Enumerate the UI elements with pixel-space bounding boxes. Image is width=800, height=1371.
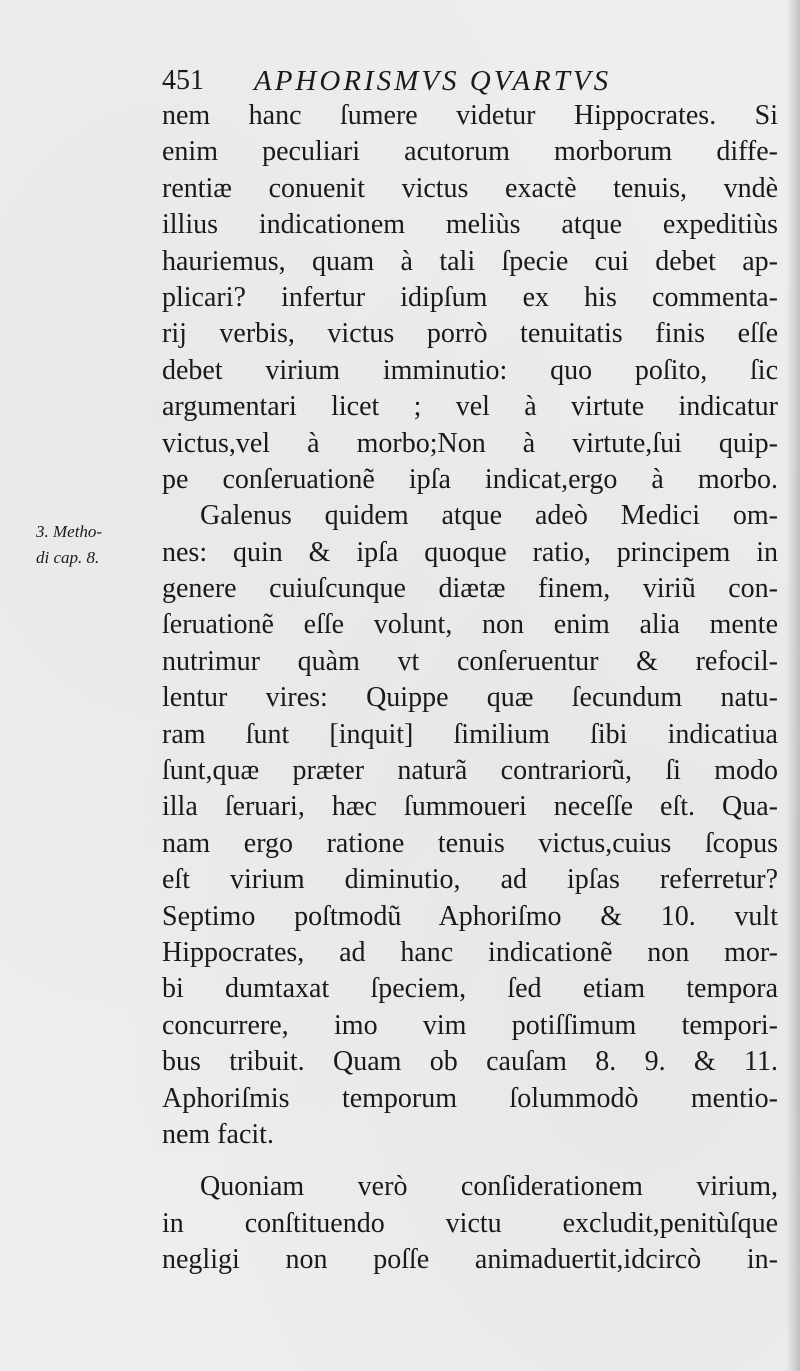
text-line: nutrimur quàm vt conſeruentur & refocil-: [162, 645, 778, 677]
margin-note-line: 3. Metho-: [36, 522, 103, 541]
page-edge-shadow: [786, 0, 800, 1371]
text-line: Quoniam verò conſiderationem virium,: [200, 1171, 778, 1203]
text-line: concurrere, imo vim potiſſimum tempori-: [162, 1009, 778, 1041]
text-line: argumentari licet ; vel à virtute indicatur: [162, 391, 778, 423]
running-title: APHORISMVS QVARTVS: [254, 65, 612, 97]
margin-note: [36, 519, 156, 571]
text-line: enim peculiari acutorum morborum diffe-: [162, 136, 778, 168]
text-line: rij verbis, victus porrò tenuitatis finis eſſe: [162, 318, 778, 350]
text-line: ſunt,quæ præter naturã contrariorũ, ſi modo: [162, 755, 778, 787]
text-line: bus tribuit. Quam ob cauſam 8. 9. & 11.: [162, 1046, 778, 1078]
text-line: Septimo poſtmodũ Aphoriſmo & 10. vult: [162, 900, 778, 932]
text-line: Aphoriſmis temporum ſolummodò mentio-: [162, 1082, 778, 1114]
text-line: ram ſunt [inquit] ſimilium ſibi indicatiua: [162, 718, 778, 750]
text-line: rentiæ conuenit victus exactè tenuis, vndè: [162, 172, 778, 204]
text-line: bi dumtaxat ſpeciem, ſed etiam tempora: [162, 973, 778, 1005]
margin-note-line: di cap. 8.: [36, 548, 100, 567]
text-line: genere cuiuſcunque diætæ finem, viriũ con-: [162, 573, 778, 605]
text-line: Galenus quidem atque adeò Medici om-: [200, 500, 778, 532]
text-line: ſeruationẽ eſſe volunt, non enim alia mente: [162, 609, 778, 641]
text-line: Hippocrates, ad hanc indicationẽ non mor-: [162, 936, 778, 968]
text-line: illius indicationem meliùs atque expeditiùs: [162, 209, 778, 241]
text-line: in conſtituendo victu excludit,penitùſque: [162, 1207, 778, 1239]
text-line: nem hanc ſumere videtur Hippocrates. Si: [162, 100, 778, 131]
text-line: lentur vires: Quippe quæ ſecundum natu-: [162, 682, 778, 714]
text-line: nes: quin & ipſa quoque ratio, principem in: [162, 536, 778, 568]
text-line: pe conſeruationẽ ipſa indicat,ergo à morbo.: [162, 463, 778, 495]
paragraph-gap: [162, 1153, 778, 1169]
text-line: nem facit.: [162, 1118, 274, 1150]
page-number: 451: [162, 65, 204, 96]
text-line: debet virium imminutio: quo poſito, ſic: [162, 354, 778, 386]
page-header: [162, 58, 762, 98]
text-line: hauriemus, quam à tali ſpecie cui debet ap-: [162, 245, 778, 277]
text-line: victus,vel à morbo;Non à virtute,ſui quip-: [162, 427, 778, 459]
text-line: negligi non poſſe animaduertit,idcircò in-: [162, 1244, 778, 1276]
body-text: [162, 98, 778, 1279]
text-line: nam ergo ratione tenuis victus,cuius ſcopus: [162, 827, 778, 859]
text-line: plicari? infertur idipſum ex his commenta-: [162, 281, 778, 313]
text-line: eſt virium diminutio, ad ipſas referretur?: [162, 864, 778, 896]
text-line: illa ſeruari, hæc ſummoueri neceſſe eſt. Qua-: [162, 791, 778, 823]
